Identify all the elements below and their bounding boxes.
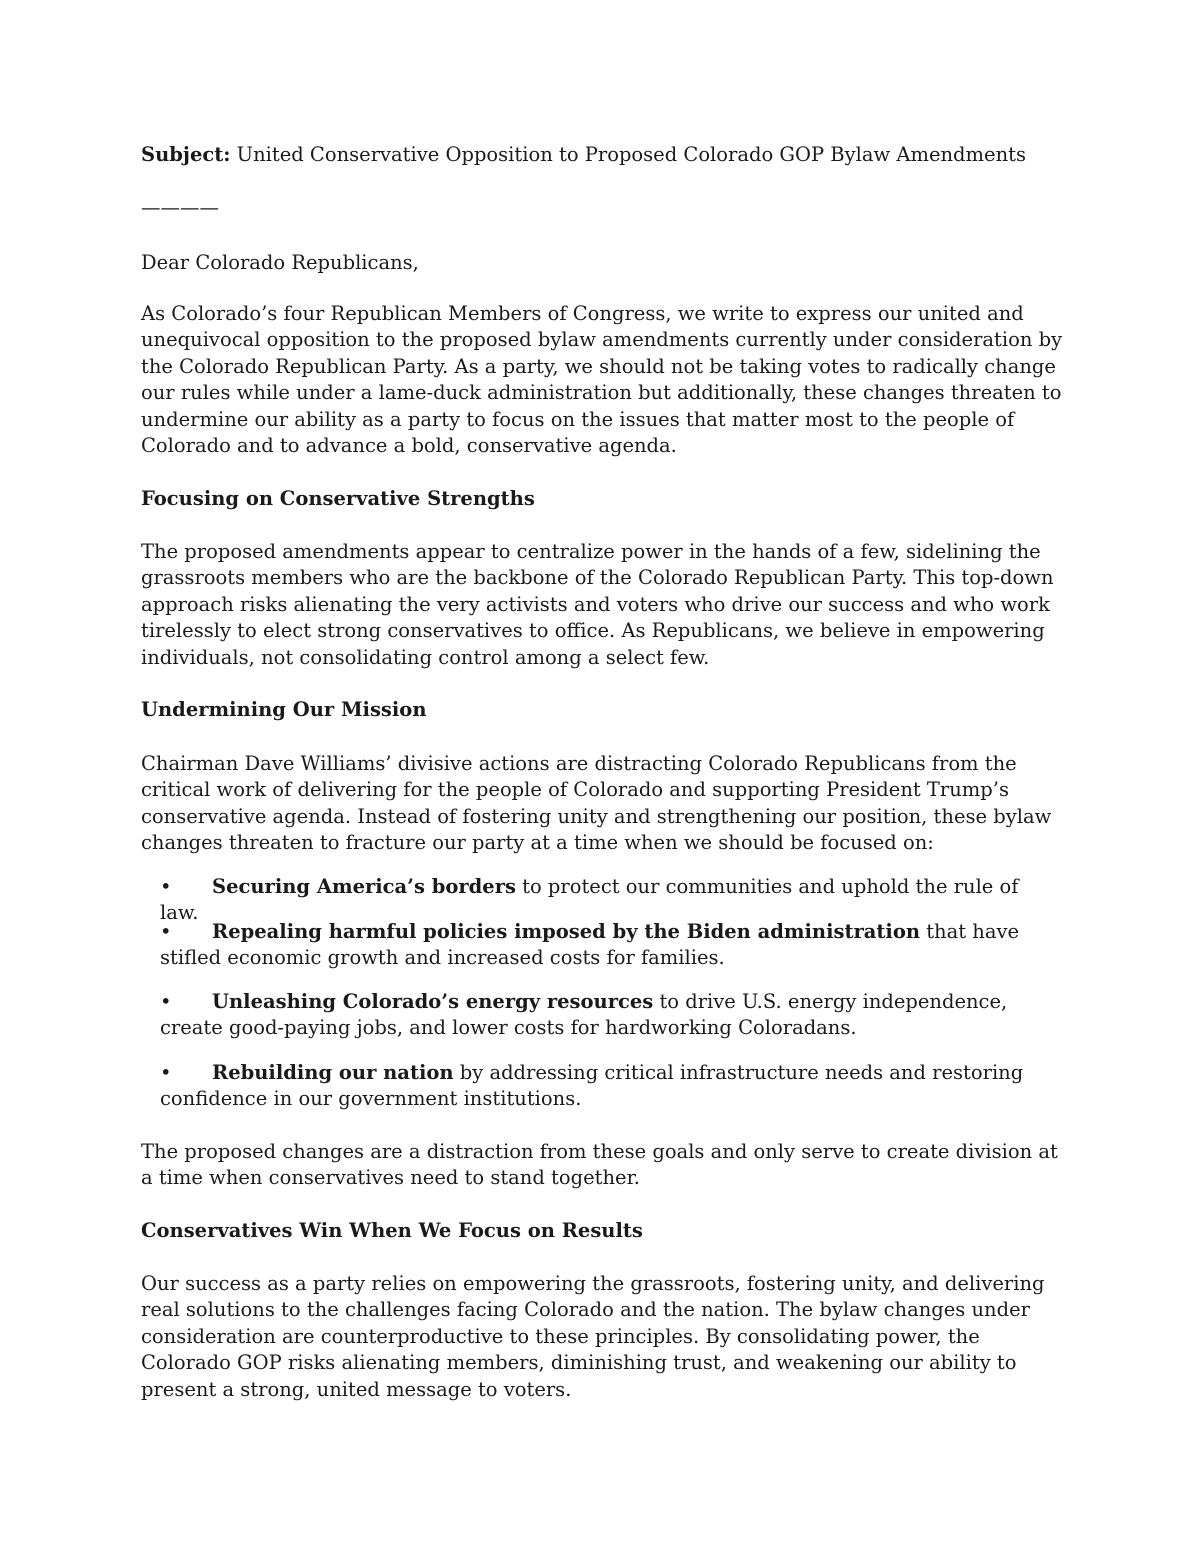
section-heading: Conservatives Win When We Focus on Results [141, 1219, 643, 1242]
salutation: Dear Colorado Republicans, [141, 251, 419, 274]
section-heading: Undermining Our Mission [141, 698, 427, 721]
bullet-bold: Securing America’s borders [212, 875, 516, 898]
subject-line [141, 142, 1066, 168]
bullet-text: to drive U.S. energy independence, create good-paying jobs, and lower costs for hardworking Coloradans. [160, 990, 1008, 1040]
bullet-icon: • [160, 875, 172, 898]
bullet-text: that have stifled economic growth and increased costs for families. [160, 920, 1020, 970]
bullet-icon: • [160, 1061, 172, 1084]
bullet-item [160, 989, 1060, 1042]
bullet-bold: Unleashing Colorado’s energy resources [212, 990, 654, 1013]
closing-paragraph: The proposed changes are a distraction from these goals and only serve to create division at a time when conservatives need to stand together. [141, 1140, 1058, 1190]
section-body: Our success as a party relies on empowering the grassroots, fostering unity, and delivering real solutions to the challenges facing Colorado and the nation. The bylaw changes under consideration are counterproductive to these principles. By consolidating power, the Colorado GOP risks alienating members, diminishing trust, and weakening our ability to present a strong, united message to voters. [141, 1272, 1045, 1401]
section-body: The proposed amendments appear to centralize power in the hands of a few, sidelining the grassroots members who are the backbone of the Colorado Republican Party. This top-down approach risks alienating the very activists and voters who drive our success and who work tirelessly to elect strong conservatives to office. As Republicans, we believe in empowering individuals, not consolidating control among a select few. [141, 540, 1054, 669]
section-heading: Focusing on Conservative Strengths [141, 487, 535, 510]
bullet-icon: • [160, 920, 172, 943]
subject-label: Subject: [141, 143, 231, 166]
bullet-bold: Rebuilding our nation [212, 1061, 454, 1084]
bullet-text: by addressing critical infrastructure needs and restoring confidence in our government institutions. [160, 1061, 1024, 1111]
divider: ———— [141, 196, 219, 219]
intro-paragraph: As Colorado’s four Republican Members of Congress, we write to express our united and unequivocal opposition to the proposed bylaw amendments currently under consideration by the Colorado Republican Party. As a party, we should not be taking votes to radically change our rules while under a lame-duck administration but additionally, these changes threaten to undermine our ability as a party to focus on the issues that matter most to the people of Colorado and to advance a bold, conservative agenda. [141, 302, 1063, 458]
bullet-icon: • [160, 990, 172, 1013]
bullet-item [160, 919, 1060, 972]
bullet-item [160, 1060, 1060, 1113]
section-body: Chairman Dave Williams’ divisive actions are distracting Colorado Republicans from the critical work of delivering for the people of Colorado and supporting President Trump’s conservative agenda. Instead of fostering unity and strengthening our position, these bylaw changes threaten to fracture our party at a time when we should be focused on: [141, 752, 1052, 855]
bullet-text: to protect our communities and uphold the rule of law. [160, 875, 1019, 925]
subject-text: United Conservative Opposition to Proposed Colorado GOP Bylaw Amendments [230, 143, 1026, 166]
bullet-bold: Repealing harmful policies imposed by the Biden administration [212, 920, 921, 943]
